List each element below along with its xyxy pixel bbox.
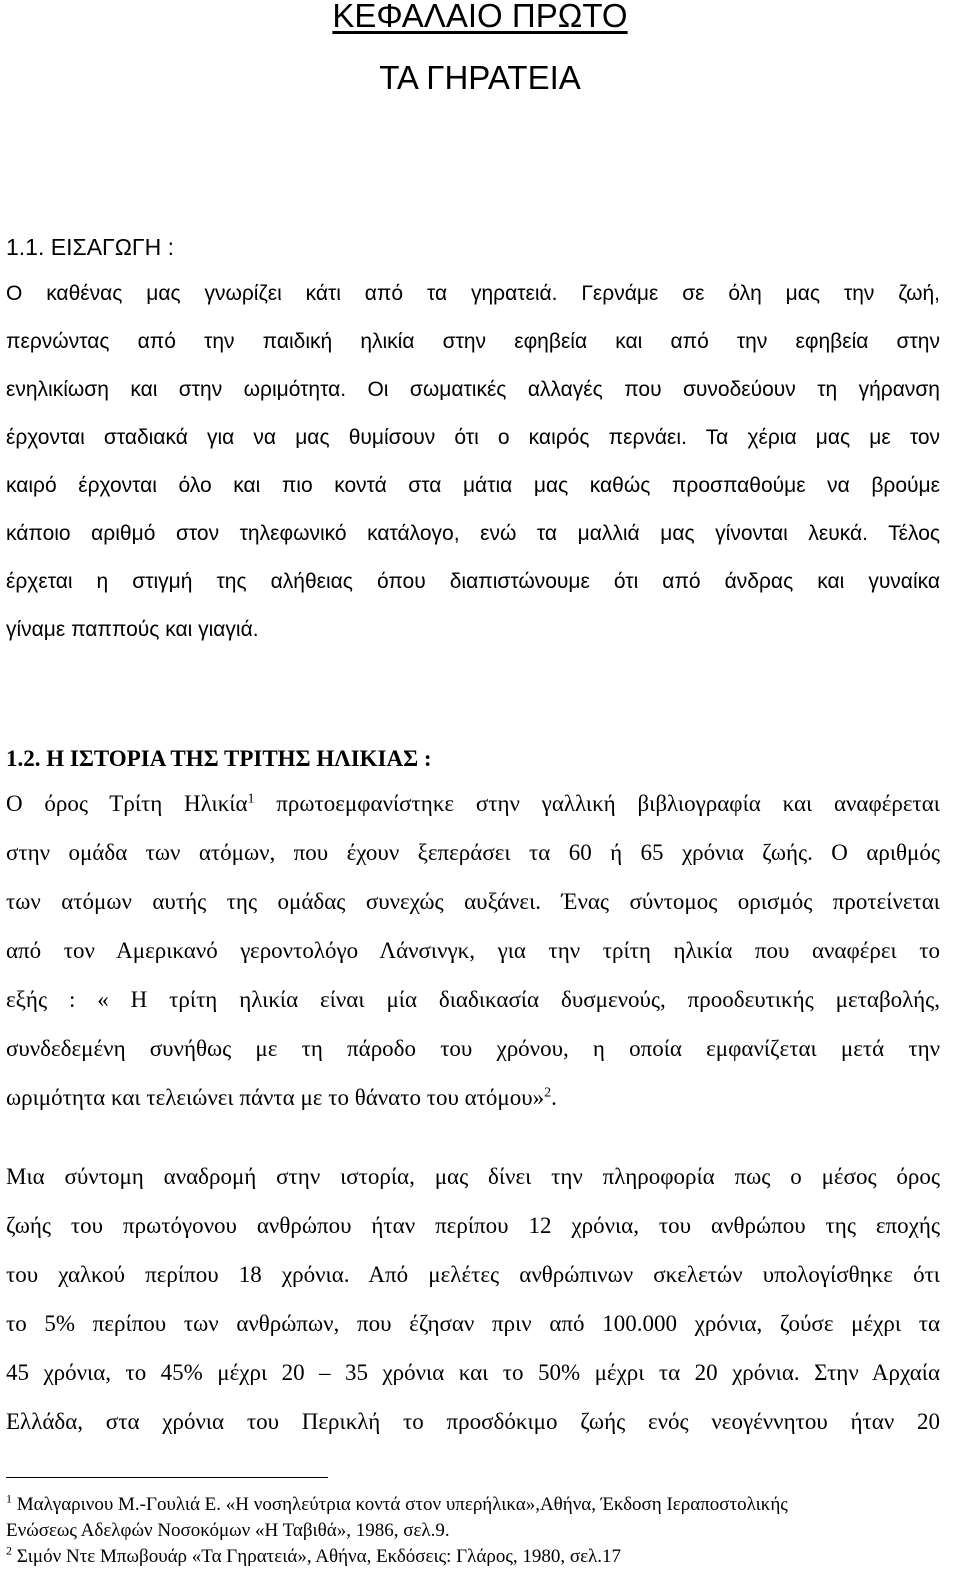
paragraph-line: από τον Αμερικανό γεροντολόγο Λάνσινγκ, για την τρίτη ηλικία που αναφέρει το xyxy=(6,938,940,963)
paragraph-line: του χαλκού περίπου 18 χρόνια. Από μελέτες ανθρώπινων σκελετών υπολογίσθηκε ότι xyxy=(6,1262,940,1287)
footnote-reference: 2 xyxy=(544,1085,552,1101)
text-run: Ο όρος Τρίτη Ηλικία xyxy=(6,791,248,816)
paragraph-line: κάποιο αριθμό στον τηλεφωνικό κατάλογο, ενώ τα μαλλιά μας γίνονται λευκά. Τέλος xyxy=(6,522,940,545)
paragraph-line: 45 χρόνια, το 45% μέχρι 20 – 35 χρόνια και το 50% μέχρι τα 20 χρόνια. Στην Αρχαία xyxy=(6,1360,940,1385)
footnote-1 xyxy=(6,1493,940,1517)
paragraph-line xyxy=(6,1083,940,1113)
paragraph-line: περνώντας από την παιδική ηλικία στην εφηβεία και από την εφηβεία στην xyxy=(6,330,940,353)
paragraph-line: εξής : « Η τρίτη ηλικία είναι μία διαδικασία δυσμενούς, προοδευτικής μεταβολής, xyxy=(6,987,940,1012)
paragraph-line: έρχεται η στιγμή της αλήθειας όπου διαπιστώνουμε ότι από άνδρας και γυναίκα xyxy=(6,570,940,593)
paragraph-line: Ο καθένας μας γνωρίζει κάτι από τα γηρατειά. Γερνάμε σε όλη μας την ζωή, xyxy=(6,282,940,305)
footnote-2 xyxy=(6,1545,940,1569)
footnote-text: Σιμόν Ντε Μπωβουάρ «Τα Γηρατειά», Αθήνα, Εκδόσεις: Γλάρος, 1980, σελ.17 xyxy=(12,1546,622,1567)
chapter-title: ΤΑ ΓΗΡΑΤΕΙΑ xyxy=(379,59,581,96)
footnote-separator xyxy=(6,1477,328,1478)
paragraph-line: Μια σύντομη αναδρομή στην ιστορία, μας δίνει την πληροφορία πως ο μέσος όρος xyxy=(6,1164,940,1189)
chapter-label: ΚΕΦΑΛΑΙΟ ΠΡΩΤΟ xyxy=(332,0,628,34)
footnote-reference: 1 xyxy=(247,791,255,807)
text-run: πρωτοεμφανίστηκε στην γαλλική βιβλιογραφία και αναφέρεται xyxy=(254,791,940,816)
paragraph-line: έρχονται σταδιακά για να μας θυμίσουν ότι ο καιρός περνάει. Τα χέρια μας με τον xyxy=(6,426,940,449)
paragraph-line: ενηλικίωση και στην ωριμότητα. Οι σωματικές αλλαγές που συνοδεύουν τη γήρανση xyxy=(6,378,940,401)
paragraph-line: ζωής του πρωτόγονου ανθρώπου ήταν περίπου 12 χρόνια, του ανθρώπου της εποχής xyxy=(6,1213,940,1238)
paragraph-line: των ατόμων αυτής της ομάδας συνεχώς αυξάνει. Ένας σύντομος ορισμός προτείνεται xyxy=(6,889,940,914)
footnote-text: Μαλγαρινου Μ.-Γουλιά Ε. «Η νοσηλεύτρια κοντά στον υπερήλικα»,Αθήνα, Έκδοση Ιεραποστολικής xyxy=(12,1494,788,1515)
footnote-1-continued: Ενώσεως Αδελφών Νοσοκόμων «Η Ταβιθά», 1986, σελ.9. xyxy=(6,1520,450,1541)
paragraph-line: καιρό έρχονται όλο και πιο κοντά στα μάτια μας καθώς προσπαθούμε να βρούμε xyxy=(6,474,940,497)
paragraph-line: συνδεδεμένη συνήθως με τη πάροδο του χρόνου, η οποία εμφανίζεται μετά την xyxy=(6,1036,940,1061)
section-heading-history: 1.2. Η ΙΣΤΟΡΙΑ ΤΗΣ ΤΡΙΤΗΣ ΗΛΙΚΙΑΣ : xyxy=(6,746,432,771)
paragraph-line: γίναμε παππούς και γιαγιά. xyxy=(6,618,259,641)
paragraph-line: Ελλάδα, στα χρόνια του Περικλή το προσδόκιμο ζωής ενός νεογέννητου ήταν 20 xyxy=(6,1409,940,1434)
footnote-mark: 1 xyxy=(6,1491,12,1506)
text-run: ωριμότητα και τελειώνει πάντα με το θάνατο του ατόμου» xyxy=(6,1085,545,1110)
text-run: . xyxy=(551,1085,557,1110)
paragraph-line: το 5% περίπου των ανθρώπων, που έζησαν πριν από 100.000 χρόνια, ζούσε μέχρι τα xyxy=(6,1311,940,1336)
footnote-mark: 2 xyxy=(6,1543,12,1558)
section-heading-introduction: 1.1. ΕΙΣΑΓΩΓΗ : xyxy=(6,234,174,260)
paragraph-line: στην ομάδα των ατόμων, που έχουν ξεπεράσει τα 60 ή 65 χρόνια ζωής. Ο αριθμός xyxy=(6,840,940,865)
paragraph-line xyxy=(6,789,940,819)
